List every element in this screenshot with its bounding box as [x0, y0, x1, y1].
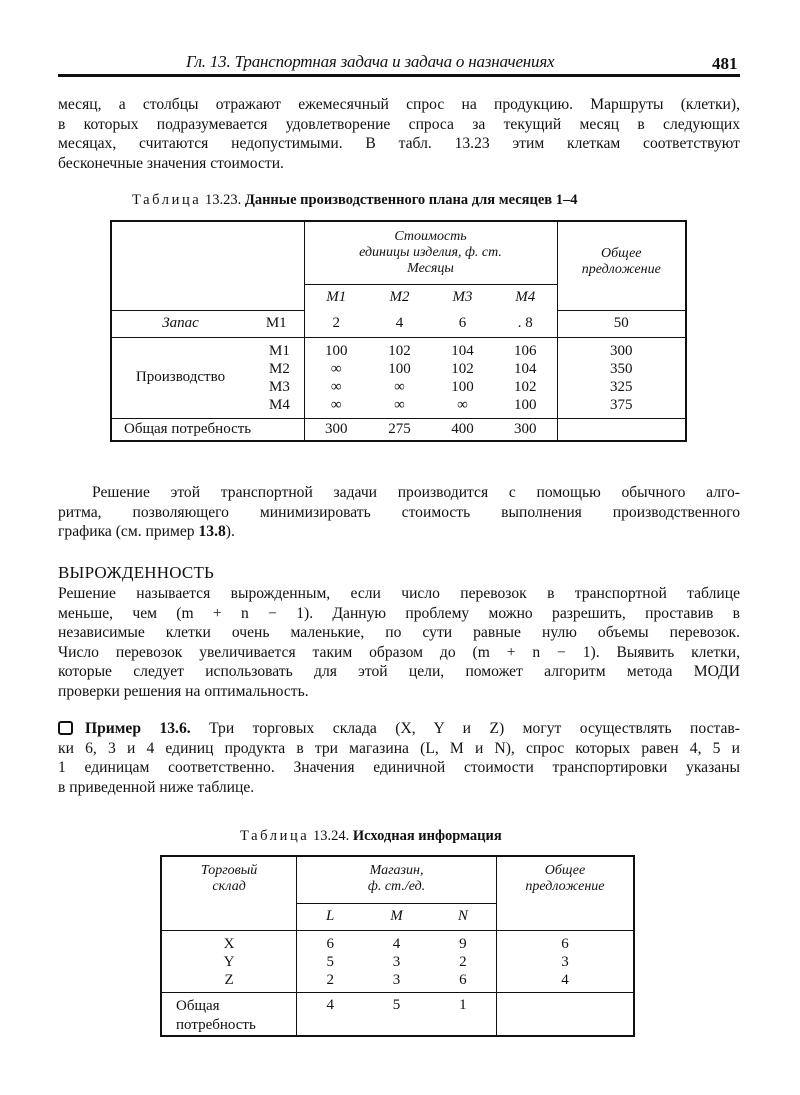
cell: 275	[388, 420, 411, 437]
cost-header	[304, 221, 557, 284]
month-header: M1	[326, 288, 347, 305]
text-line: бесконечные значения стоимости.	[58, 154, 284, 172]
text-line: Решение этой транспортной задачи производится с помощью обычного алго-	[92, 484, 740, 501]
cell: 350	[610, 360, 633, 377]
example-reference: 13.8	[198, 523, 226, 541]
warehouse-names	[161, 930, 297, 992]
demand-row	[161, 992, 634, 1036]
cell: 2	[459, 953, 467, 970]
store-header-cell: M	[363, 903, 430, 930]
page-number: 481	[712, 54, 738, 73]
caption-number: 13.24.	[312, 828, 350, 844]
cell: ∞	[330, 378, 342, 395]
text-line	[58, 522, 740, 542]
cost-header-line: Месяцы	[407, 261, 454, 276]
paragraph-solution	[58, 483, 740, 542]
caption-title: Данные производственного плана для месяцев 1–4	[244, 192, 578, 208]
header-line: ф. ст./ед.	[367, 879, 426, 894]
cell: 3	[392, 953, 401, 970]
cell: 5	[326, 953, 334, 970]
cell: 6	[459, 971, 467, 988]
cell: M3	[269, 378, 290, 395]
header-rule	[58, 74, 740, 77]
text-line: месяцах, считаются недопустимыми. В табл. 13.23 этим клеткам соответствуют	[58, 135, 740, 153]
cell: 106	[514, 342, 537, 359]
text-line: Решение называется вырожденным, если число перевозок в транспортной таблице	[58, 585, 740, 602]
text-line: Число перевозок увеличивается таким образом до (m + n − 1). Выявить клетки,	[58, 643, 740, 661]
supply-header	[557, 221, 686, 310]
col-L	[297, 930, 364, 992]
cell: 300	[325, 420, 348, 437]
cell: ∞	[394, 396, 405, 413]
cell: 104	[451, 342, 474, 359]
stock-label: Запас	[111, 310, 249, 337]
production-col-m4	[494, 337, 557, 418]
cell: . 8	[494, 310, 557, 337]
demand-row	[111, 418, 686, 441]
cell: M2	[269, 360, 290, 377]
cell: 4	[561, 971, 569, 988]
cell: ∞	[330, 396, 342, 413]
cell-empty	[557, 418, 686, 441]
text-line: месяц, а столбцы отражают ежемесячный спрос на продукцию. Маршруты (клетки),	[58, 96, 740, 113]
production-supply	[557, 337, 686, 418]
cell: 4	[368, 310, 431, 337]
cost-header-line: Стоимость	[394, 229, 467, 244]
text-line: проверки решения на оптимальность.	[58, 682, 309, 700]
stock-row	[111, 310, 686, 337]
cell: 3	[561, 953, 569, 970]
col-supply	[496, 930, 634, 992]
paragraph-intro	[58, 95, 740, 173]
cell: Z	[224, 971, 234, 988]
store-header-cell: N	[430, 903, 497, 930]
text-line: в которых подразумевается удовлетворение спроса за текущий месяц в следующих	[58, 115, 740, 133]
cell: 6	[561, 935, 569, 952]
text-fragment: графика (см. пример	[58, 523, 199, 541]
month-header: M4	[494, 284, 557, 310]
production-rows	[111, 337, 686, 418]
caption-prefix: Таблица	[132, 192, 202, 208]
month-header: M3	[452, 288, 473, 305]
section-title-degeneracy: ВЫРОЖДЕННОСТЬ	[58, 563, 215, 582]
table-13-24-caption	[240, 828, 502, 845]
production-col-m2	[368, 337, 431, 418]
cell: M4	[269, 396, 290, 413]
stock-month: M1	[249, 310, 304, 337]
cell: 375	[610, 396, 633, 413]
text-line: которые следует использовать для этой цели, поможет алгоритм метода МОДИ	[58, 663, 740, 681]
demand-label	[161, 992, 297, 1036]
cost-header-line: единицы изделия, ф. ст.	[359, 245, 502, 260]
supply-header-line: предложение	[581, 262, 661, 277]
demand-label: Общая потребность	[111, 418, 304, 441]
text-line	[58, 719, 740, 739]
header-line: склад	[212, 879, 246, 894]
warehouse-header	[161, 856, 297, 930]
label-line: потребность	[176, 1016, 256, 1033]
square-marker-icon	[58, 721, 73, 735]
cell: X	[223, 935, 235, 952]
text-line: ритма, позволяющего минимизировать стоимость выполнения производственного	[58, 503, 740, 521]
cell: 100	[451, 378, 474, 395]
cell: 2	[326, 971, 334, 988]
text-line: ки 6, 3 и 4 единиц продукта в три магазина (L, M и N), спрос которых равен 4, 5 и	[58, 739, 740, 757]
cell: 102	[388, 342, 411, 359]
text-fragment: ).	[225, 523, 235, 541]
paragraph-degeneracy	[58, 584, 740, 702]
production-col-m3	[431, 337, 494, 418]
example-13-6	[58, 719, 740, 797]
label-line: Общая	[176, 997, 220, 1014]
month-header: M2	[389, 288, 410, 305]
text-line: меньше, чем (m + n − 1). Данную проблему можно разрешить, проставив в	[58, 604, 740, 622]
cell: Y	[223, 953, 235, 970]
caption-prefix: Таблица	[240, 828, 310, 844]
cell: ∞	[330, 360, 342, 377]
header-line: Торговый	[200, 863, 258, 878]
cell: 102	[514, 378, 537, 395]
col-N	[430, 930, 497, 992]
header-line: Общее	[544, 863, 586, 878]
cell: 102	[451, 360, 474, 377]
cell: 5	[392, 996, 401, 1013]
text-line: в приведенной ниже таблице.	[58, 778, 255, 796]
cell: ∞	[457, 396, 468, 413]
text-line: 1 единицам соответственно. Значения единичной стоимости транспортировки указаны	[58, 759, 740, 777]
supply-header	[496, 856, 634, 930]
example-label: Пример 13.6.	[85, 720, 191, 737]
table-13-24	[160, 855, 635, 1037]
cell: 100	[514, 396, 537, 413]
caption-number: 13.23.	[204, 192, 242, 208]
cell: 3	[392, 971, 401, 988]
cell: 104	[514, 360, 537, 377]
production-col-m1	[304, 337, 368, 418]
cell: 300	[610, 342, 633, 359]
cell: ∞	[394, 378, 405, 395]
warehouse-rows	[161, 930, 634, 992]
supply-header-line: Общее	[601, 246, 642, 261]
stock-supply: 50	[557, 310, 686, 337]
production-months	[249, 337, 304, 418]
chapter-header-title: Гл. 13. Транспортная задача и задача о назначениях	[186, 52, 555, 71]
cell: 400	[451, 420, 474, 437]
cell-empty	[496, 992, 634, 1036]
header-line: предложение	[525, 879, 605, 894]
cell: 2	[304, 310, 368, 337]
cell: 6	[326, 935, 334, 952]
cell: 4	[392, 935, 401, 952]
production-label: Производство	[111, 337, 249, 418]
store-header-cell: L	[297, 903, 364, 930]
store-header	[297, 856, 497, 903]
text-fragment: Три торговых склада (X, Y и Z) могут осуществлять постав-	[209, 720, 740, 737]
cell: 4	[326, 996, 334, 1013]
table-13-23	[110, 220, 687, 442]
cell: 300	[494, 418, 557, 441]
cell: 100	[388, 360, 411, 377]
text-line: независимые клетки очень маленькие, по сути равные нулю объемы перевозок.	[58, 624, 740, 642]
cell: 6	[431, 310, 494, 337]
caption-title: Исходная информация	[352, 828, 502, 844]
cell: 325	[610, 378, 633, 395]
table-13-23-caption	[132, 192, 577, 209]
col-M	[363, 930, 430, 992]
header-line: Магазин,	[369, 863, 424, 878]
cell: 9	[459, 935, 467, 952]
cell: M1	[269, 342, 290, 359]
cell: 100	[325, 342, 348, 359]
table-corner-cell	[111, 221, 304, 310]
cell: 1	[430, 992, 497, 1036]
